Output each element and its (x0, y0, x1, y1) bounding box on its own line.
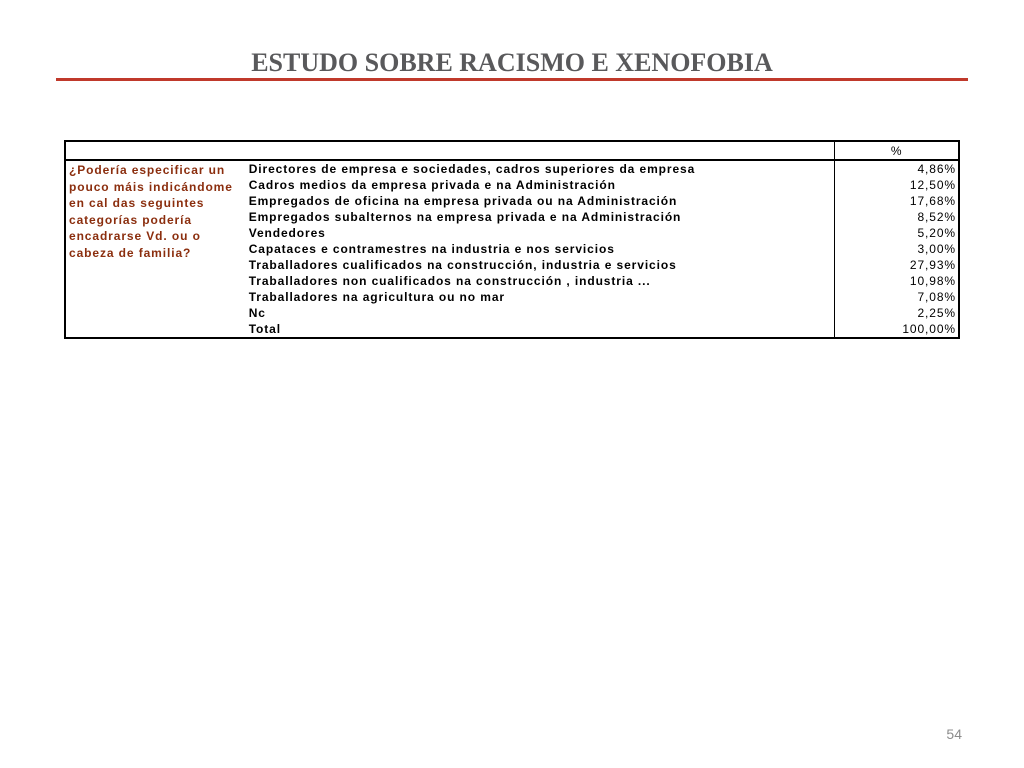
percent-cell: 3,00% (917, 242, 956, 256)
percent-cell: 4,86% (917, 162, 956, 176)
results-table (64, 140, 960, 339)
header-blank-cell (65, 141, 835, 160)
percent-cell: 7,08% (917, 290, 956, 304)
percent-cell: 12,50% (909, 178, 956, 192)
category-cell: Capataces e contramestres na industria e nos servicios (244, 241, 835, 257)
percent-cell: 5,20% (917, 226, 956, 240)
percent-cell: 27,93% (909, 258, 956, 272)
category-cell: Traballadores non cualificados na construcción , industria ... (244, 273, 835, 289)
percent-cell: 10,98% (909, 274, 956, 288)
category-cell: Traballadores na agricultura ou no mar (244, 289, 835, 305)
category-cell: Empregados subalternos na empresa privada e na Administración (244, 209, 835, 225)
category-cell: Cadros medios da empresa privada e na Administración (244, 177, 835, 193)
percent-cell-total: 100,00% (902, 322, 956, 336)
page-number: 54 (946, 726, 962, 742)
percent-cell: 8,52% (917, 210, 956, 224)
category-cell: Directores de empresa e sociedades, cadros superiores da empresa (244, 160, 835, 177)
table-header-row (65, 141, 959, 160)
slide-title: ESTUDO SOBRE RACISMO E XENOFOBIA (251, 48, 773, 77)
percent-cell: 2,25% (917, 306, 956, 320)
percent-cell: 17,68% (909, 194, 956, 208)
question-label: ¿Podería especificar un pouco máis indicándome en cal das seguintes categorías podería encadrarse Vd. ou o cabeza de familia? (65, 160, 244, 338)
category-cell-total: Total (244, 321, 835, 338)
header-percent-cell: % (835, 141, 959, 160)
category-cell: Nc (244, 305, 835, 321)
category-cell: Empregados de oficina na empresa privada ou na Administración (244, 193, 835, 209)
category-cell: Vendedores (244, 225, 835, 241)
category-cell: Traballadores cualificados na construcción, industria e servicios (244, 257, 835, 273)
table-row (65, 160, 959, 177)
title-underline (56, 78, 968, 81)
